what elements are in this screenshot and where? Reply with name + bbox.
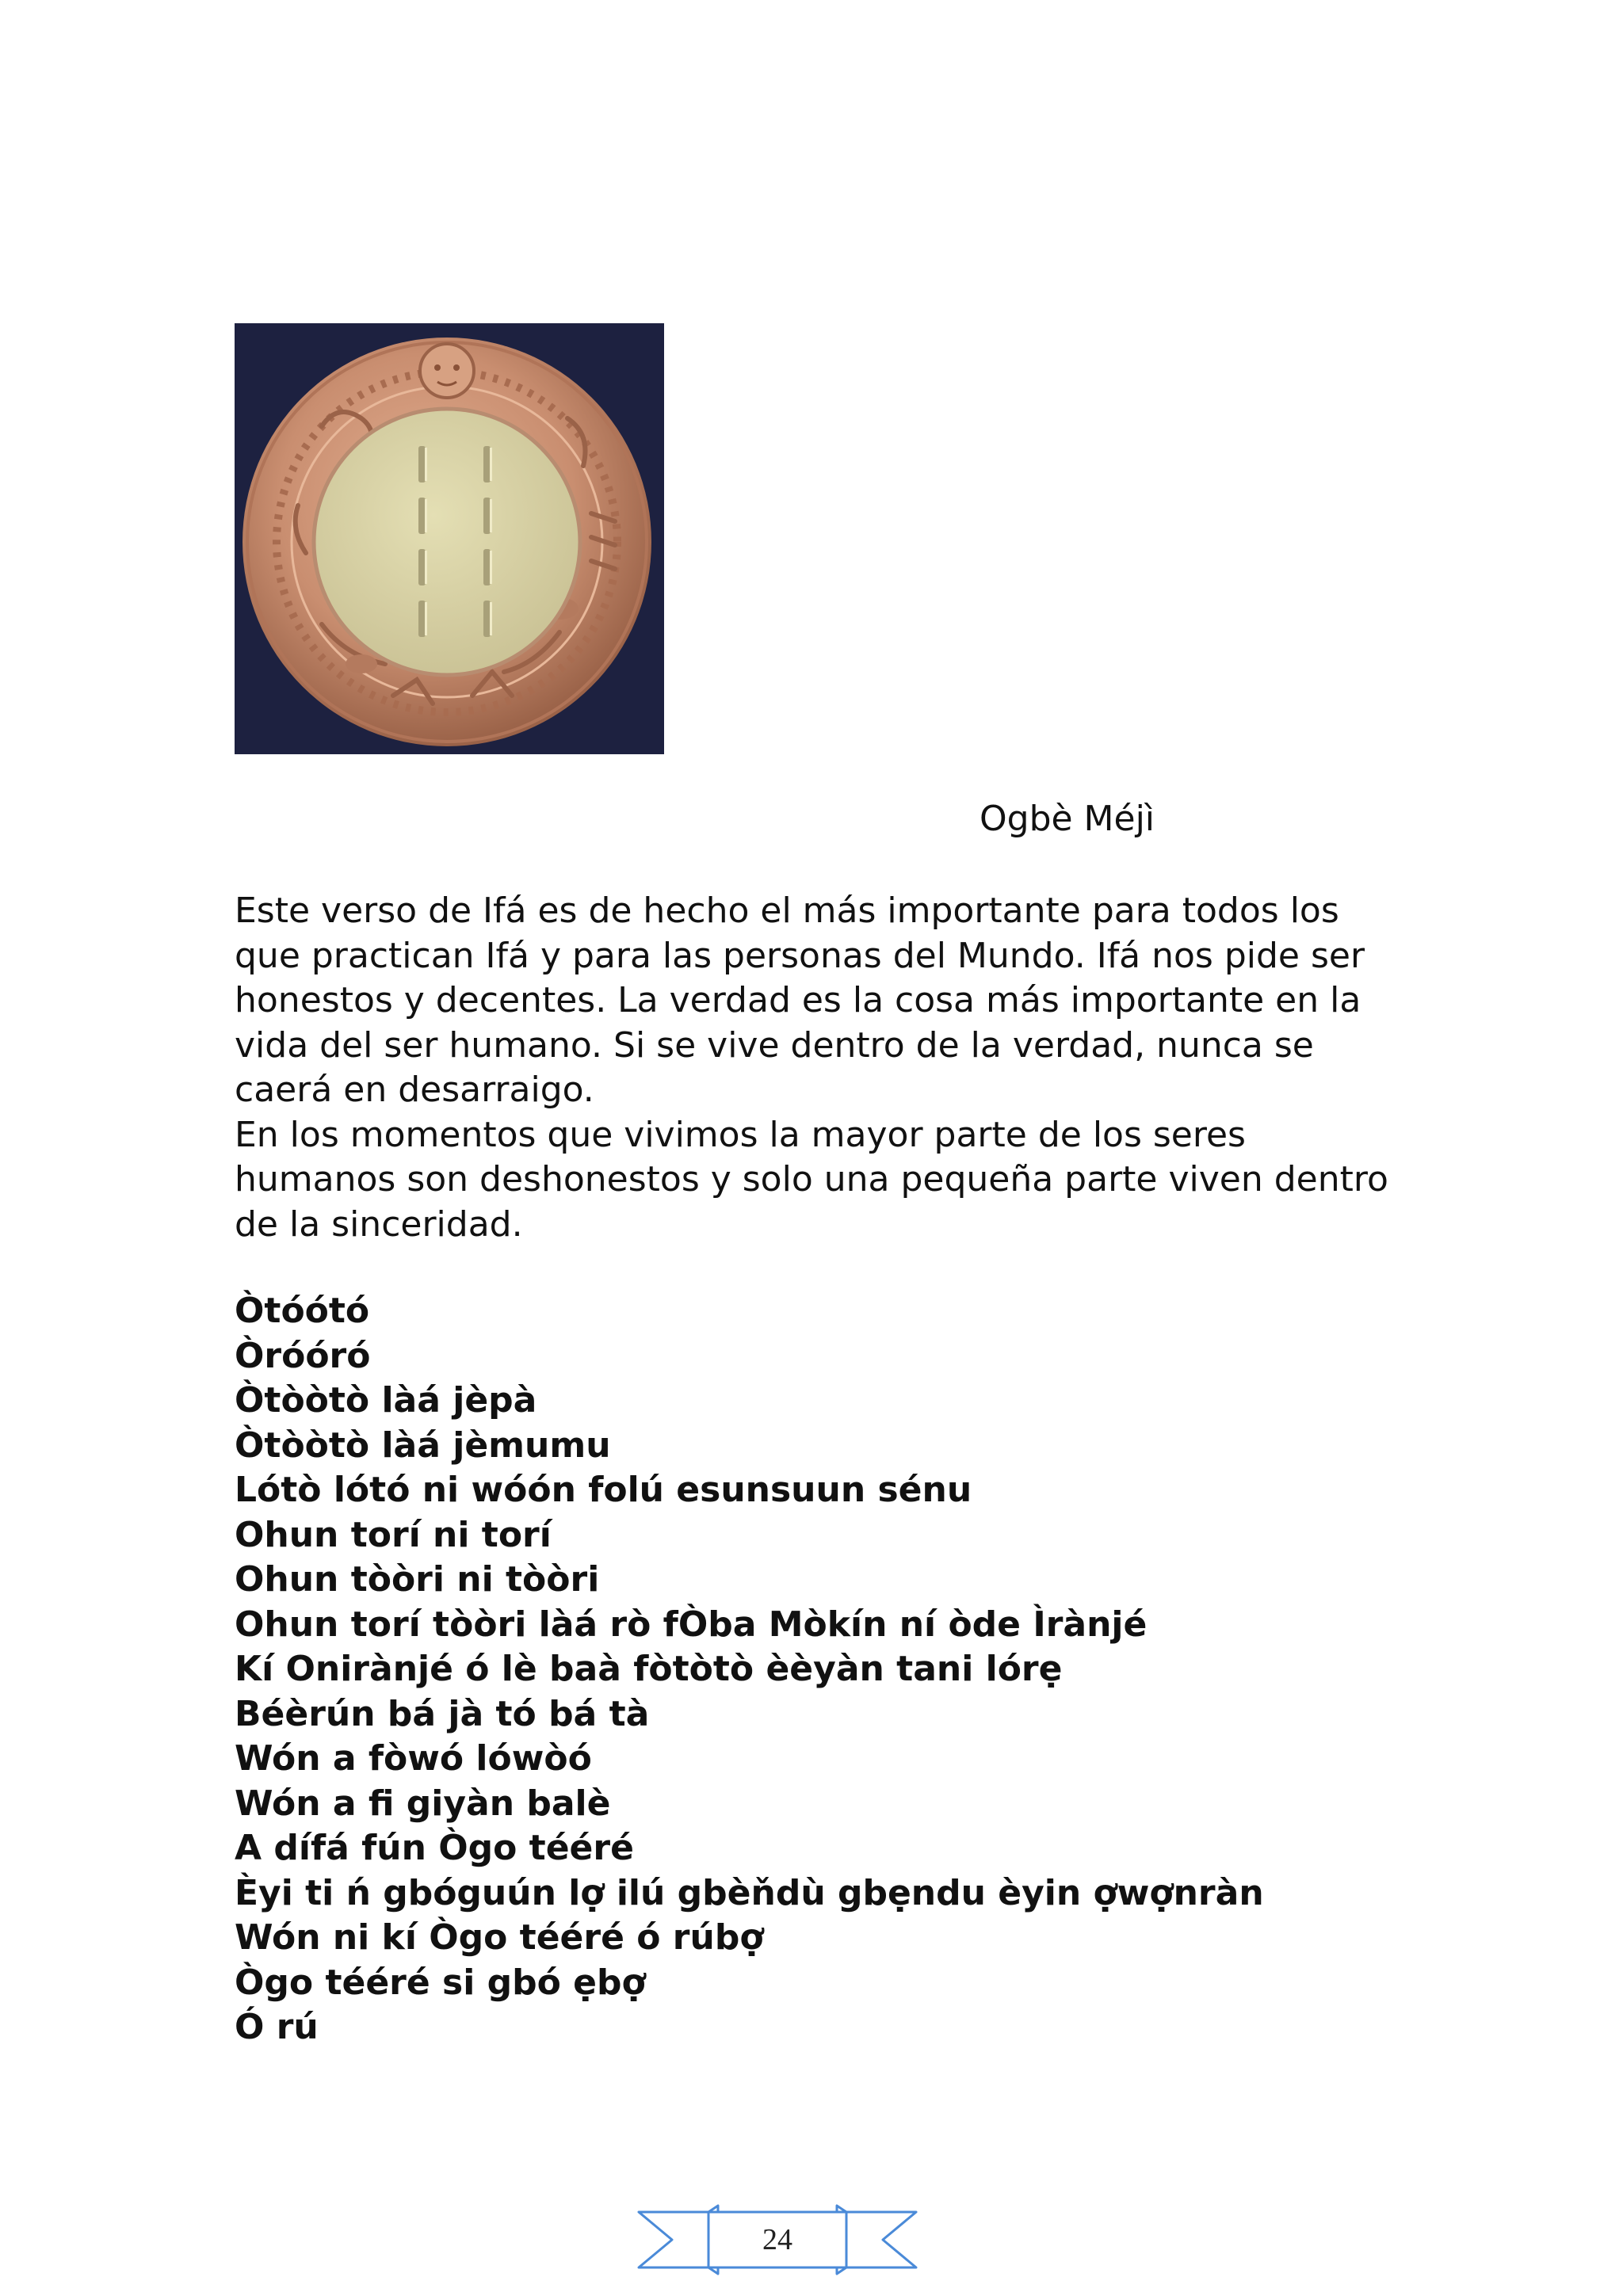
page-number-ribbon	[636, 2204, 919, 2277]
verse-line: Wón a fòwó lówòó	[235, 1738, 592, 1779]
verse-line: Òtòòtò làá jèmumu	[235, 1425, 611, 1466]
paragraph: En los momentos que vivimos la mayor parte de los seres humanos son deshonestos y solo una pequeña parte viven dentro de la sinceridad.	[235, 1114, 1388, 1245]
chapter-title: Ogbè Méjì	[980, 799, 1155, 839]
verse-line: A dífá fún Ògo tééré	[235, 1828, 634, 1868]
verse-line: Wón a fi giyàn balè	[235, 1783, 611, 1824]
verse-line: Ohun tòòri ni tòòri	[235, 1559, 600, 1600]
verse-line: Òtóótó	[235, 1291, 370, 1331]
verse-line: Lótò lótó ni wóón folú esunsuun sénu	[235, 1470, 972, 1510]
verse-line: Béèrún bá jà tó bá tà	[235, 1693, 650, 1734]
verse-line: Òróóró	[235, 1335, 371, 1376]
page-number: 24	[762, 2223, 792, 2256]
verse-line: Kí Onirànjé ó lè baà fòtòtò èèyàn tani lórẹ	[235, 1649, 1063, 1689]
ifa-tray-image	[235, 323, 664, 754]
verse-line: Ohun torí tòòri làá rò fÒba Mòkín ní òde Ìrànjé	[235, 1604, 1148, 1645]
ifa-divination-tray-icon	[235, 323, 664, 754]
paragraph: Este verso de Ifá es de hecho el más importante para todos los que practican Ifá y para las personas del Mundo. Ifá nos pide ser honestos y decentes. La verdad es la cosa más importante en la vida del ser humano. Si se vive dentro de la verdad, nunca se caerá en desarraigo.	[235, 891, 1365, 1110]
verse-line: Òtòòtò làá jèpà	[235, 1380, 537, 1421]
verse-line: Èyi ti ń gbóguún lợ ilú gbèňdù gbẹndu èyin ợwợnràn	[235, 1872, 1264, 1913]
verse-line: Ohun torí ni torí	[235, 1514, 552, 1555]
verse-line: Wón ni kí Ògo tééré ó rúbợ	[235, 1917, 764, 1958]
verse-line: Ògo tééré si gbó ẹbợ	[235, 1962, 646, 2003]
verse-lines	[235, 1289, 1423, 2050]
intro-text	[235, 889, 1407, 1247]
verse-line: Ó rú	[235, 2007, 319, 2047]
